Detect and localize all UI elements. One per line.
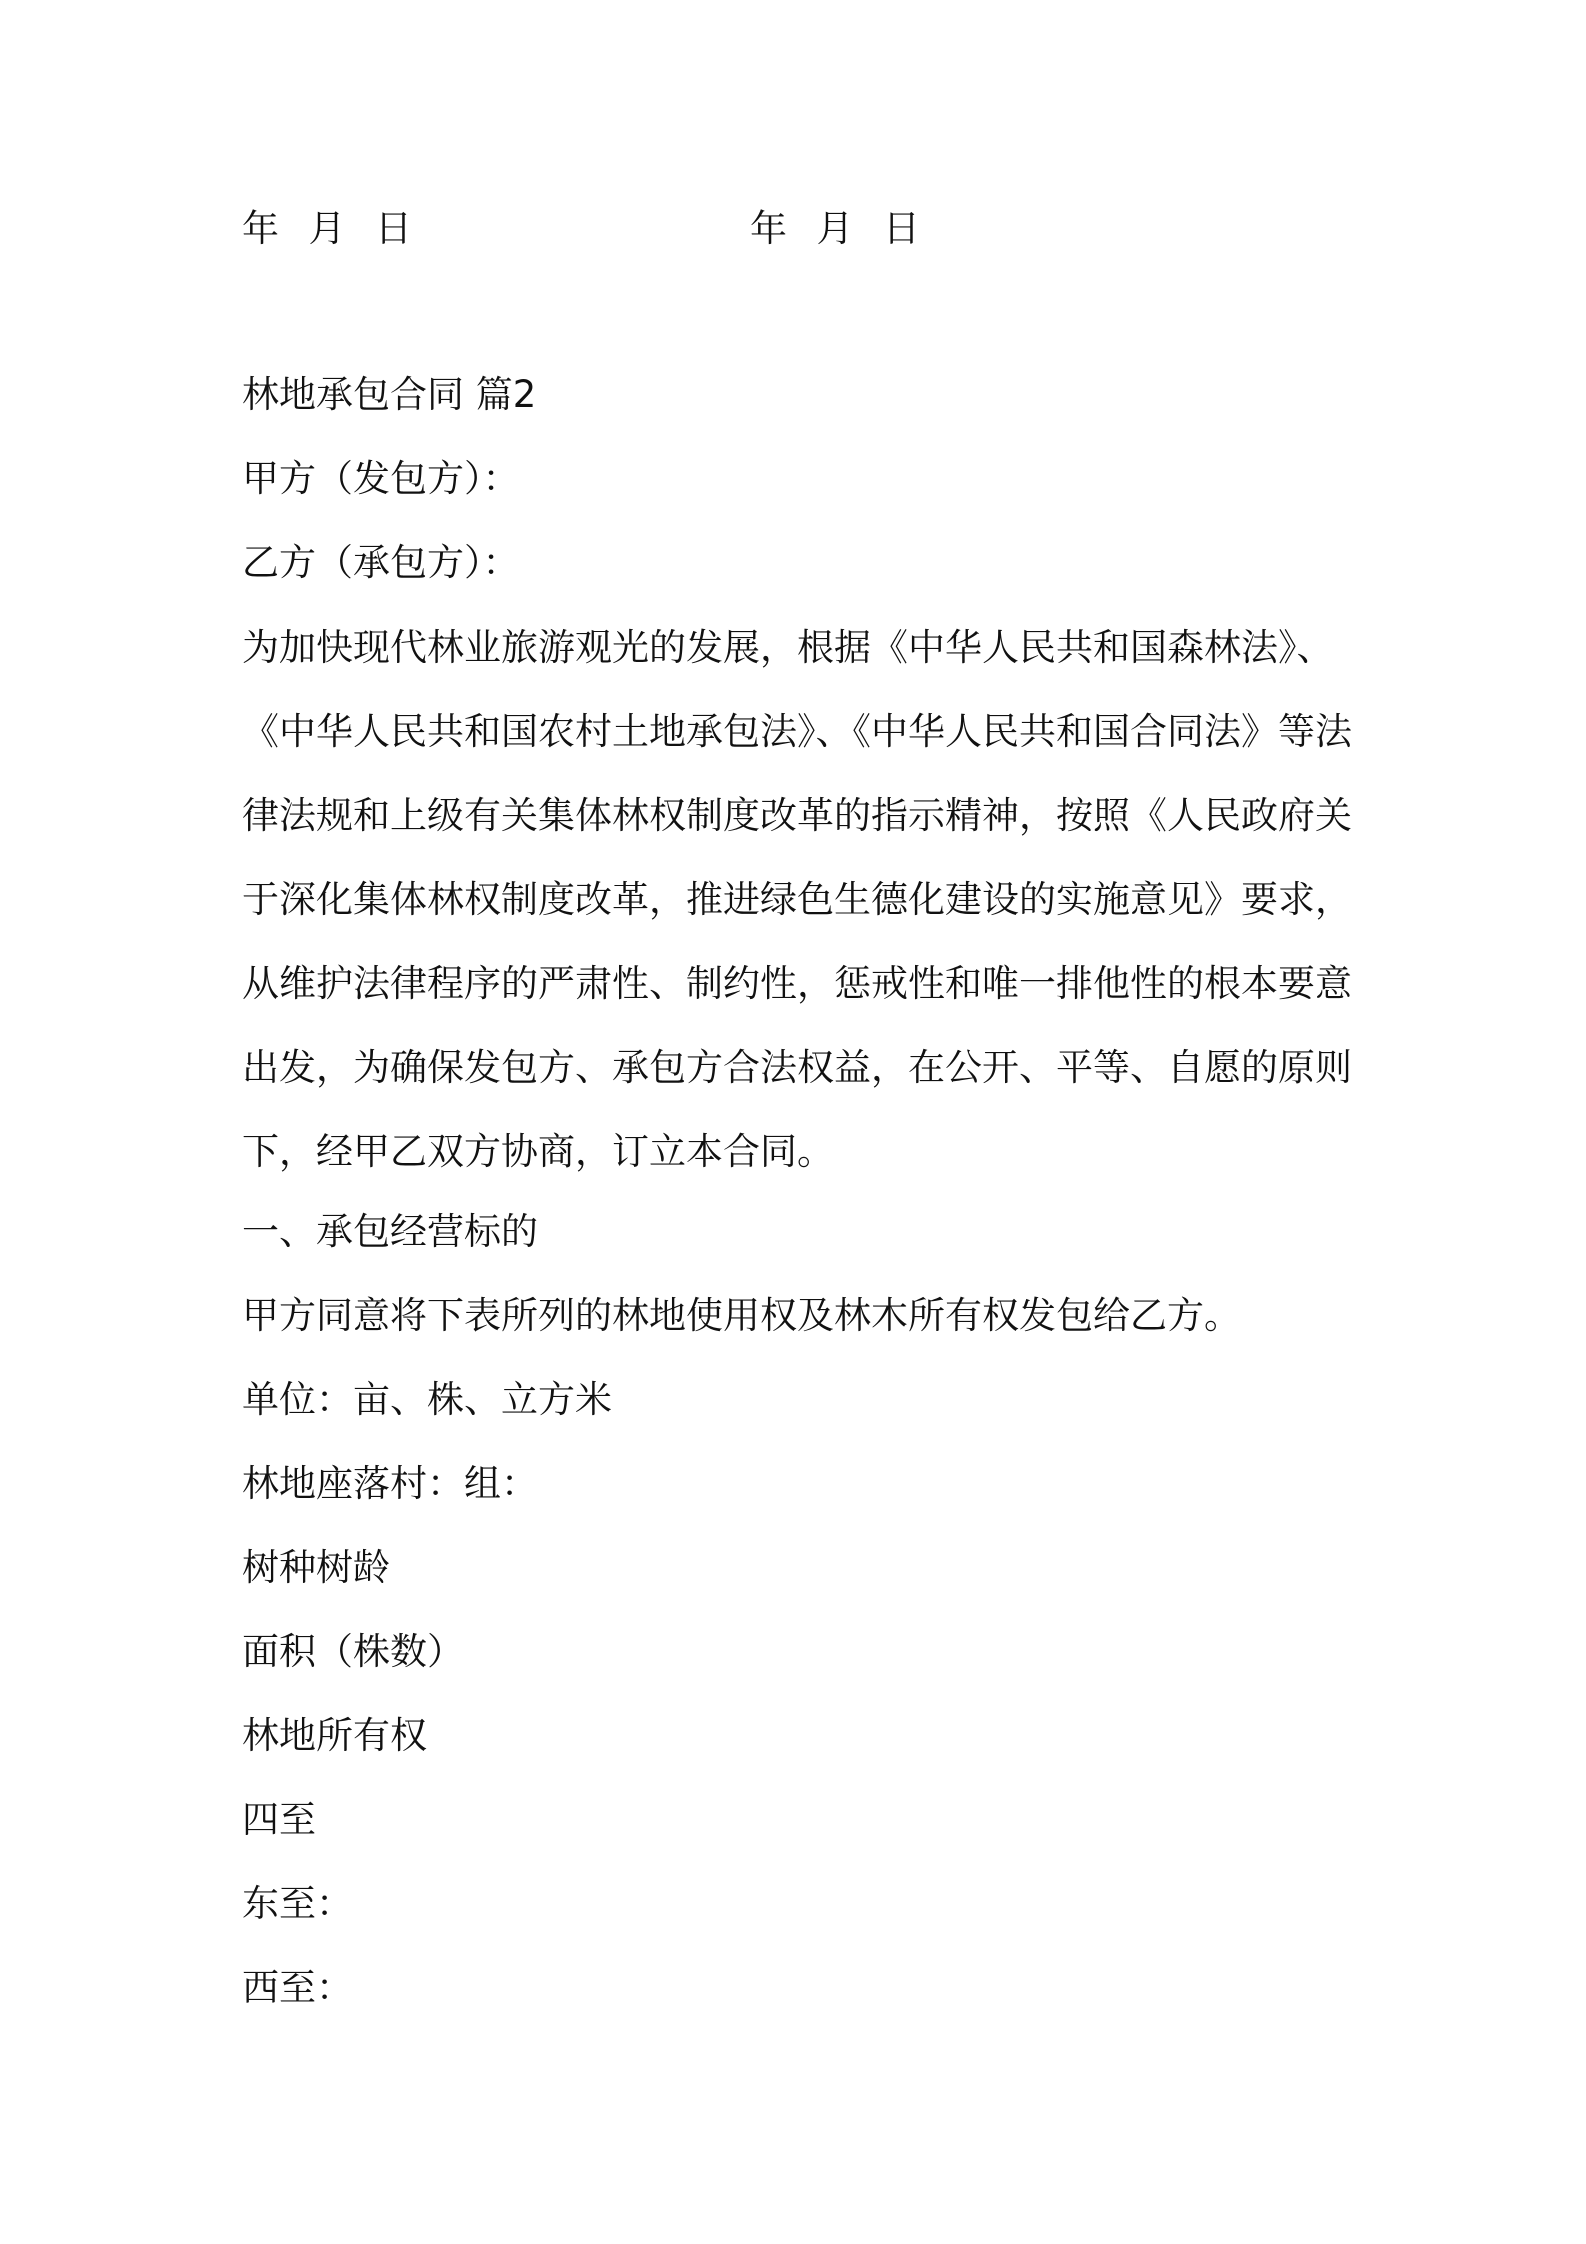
label-area-count: 面积（株数） <box>242 1630 464 1673</box>
date-left: 年 月 日 <box>242 207 415 250</box>
preamble-line: 下，经甲乙双方协商，订立本合同。 <box>242 1130 834 1173</box>
section-1-title: 一、承包经营标的 <box>242 1210 538 1253</box>
label-west: 西至： <box>242 1966 353 2009</box>
preamble-line: 律法规和上级有关集体林权制度改革的指示精神，按照《人民政府关 <box>242 794 1352 837</box>
contract-heading: 林地承包合同 篇2 <box>242 373 537 416</box>
unit-line: 单位：亩、株、立方米 <box>242 1378 612 1421</box>
section-1-intro: 甲方同意将下表所列的林地使用权及林木所有权发包给乙方。 <box>242 1294 1241 1337</box>
preamble-line: 从维护法律程序的严肃性、制约性，惩戒性和唯一排他性的根本要意 <box>242 962 1352 1005</box>
preamble-line: 为加快现代林业旅游观光的发展，根据《中华人民共和国森林法》、 <box>242 626 1334 669</box>
party-b-line: 乙方（承包方）： <box>242 541 520 584</box>
location-line: 林地座落村：组： <box>242 1462 538 1505</box>
label-east: 东至： <box>242 1882 353 1925</box>
preamble-paragraph <box>242 606 1360 1194</box>
label-boundaries: 四至 <box>242 1798 316 1841</box>
preamble-line: 于深化集体林权制度改革，推进绿色生德化建设的实施意见》要求， <box>242 878 1352 921</box>
date-right: 年 月 日 <box>750 207 923 250</box>
label-ownership: 林地所有权 <box>242 1714 427 1757</box>
party-a-line: 甲方（发包方）： <box>242 457 520 500</box>
preamble-line: 出发，为确保发包方、承包方合法权益，在公开、平等、自愿的原则 <box>242 1046 1352 1089</box>
preamble-line: 《中华人民共和国农村土地承包法》、《中华人民共和国合同法》等法 <box>242 710 1352 753</box>
label-species-age: 树种树龄 <box>242 1546 390 1589</box>
